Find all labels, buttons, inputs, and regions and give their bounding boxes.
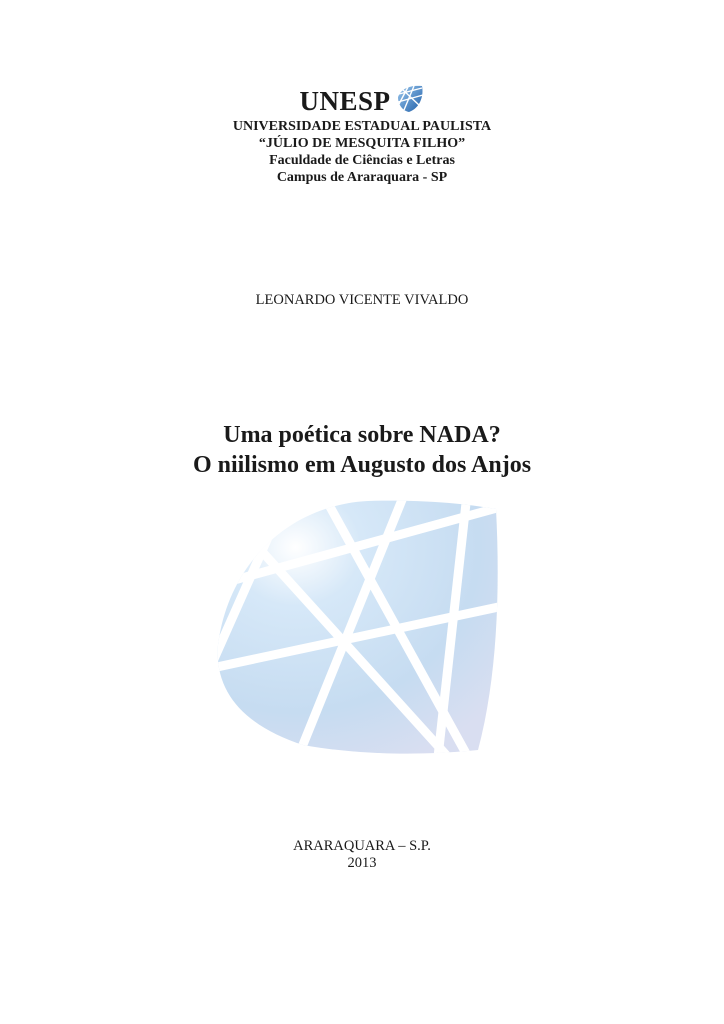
campus-name: Campus de Araraquara - SP	[276, 170, 448, 185]
publication-info	[0, 838, 724, 872]
document-title	[0, 420, 724, 480]
title-line-1: Uma poética sobre NADA?	[223, 422, 501, 448]
unesp-watermark-icon	[208, 495, 500, 757]
university-patron: “JÚLIO DE MESQUITA FILHO”	[258, 136, 466, 151]
institution-header	[0, 84, 724, 186]
title-line-2: O niilismo em Augusto dos Anjos	[192, 452, 532, 478]
brand-row	[0, 84, 724, 116]
publication-place: ARARAQUARA – S.P.	[293, 838, 431, 854]
brand-name: UNESP	[299, 86, 391, 116]
publication-year: 2013	[347, 855, 377, 871]
author-name: LEONARDO VICENTE VIVALDO	[255, 292, 469, 308]
university-name: UNIVERSIDADE ESTADUAL PAULISTA	[232, 119, 492, 134]
unesp-logo-icon	[395, 84, 425, 114]
faculty-name: Faculdade de Ciências e Letras	[269, 153, 455, 168]
